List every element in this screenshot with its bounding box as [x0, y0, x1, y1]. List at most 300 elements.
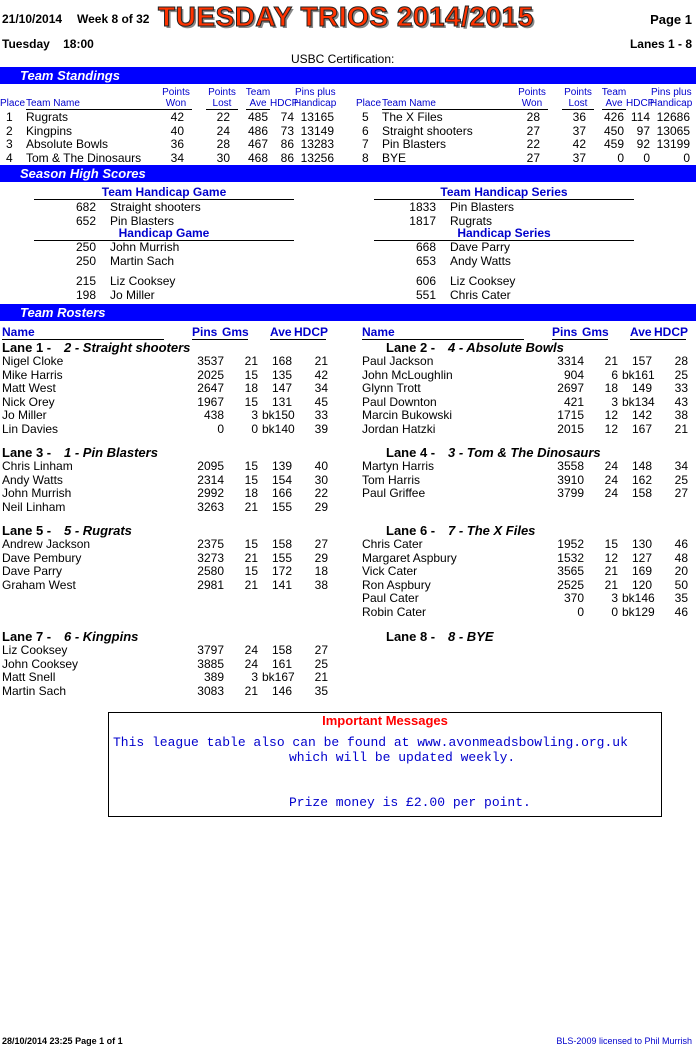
- player-average: 169: [631, 564, 652, 578]
- page-number: Page 1: [650, 12, 692, 27]
- standing-place: 6: [362, 123, 369, 138]
- player-handicap: 45: [314, 394, 328, 409]
- player-average: 130: [631, 537, 652, 551]
- lane-team-name: 2 - Straight shooters: [64, 340, 191, 355]
- roster-row: [0, 551, 340, 565]
- roster-header-pins-underline: [192, 339, 248, 340]
- roster-header-ave-underline: [630, 339, 686, 340]
- player-average: 146: [271, 683, 292, 698]
- player-name: Matt Snell: [2, 670, 56, 684]
- player-handicap: 39: [314, 421, 328, 436]
- standing-team-ave: 485: [247, 110, 268, 124]
- player-name: Graham West: [2, 577, 76, 592]
- scratch-series-name: Chris Cater: [450, 287, 511, 302]
- player-pins: 3885: [197, 656, 224, 671]
- lane-team-name: 4 - Absolute Bowls: [448, 340, 564, 355]
- col-header-team-name: Team Name: [26, 98, 160, 110]
- player-pins: 0: [577, 604, 584, 619]
- player-name: Jo Miller: [2, 408, 47, 422]
- standing-team-ave: 486: [247, 123, 268, 138]
- player-games: 21: [244, 683, 258, 698]
- standing-team-ave: 0: [617, 150, 624, 165]
- player-average: 154: [271, 472, 292, 487]
- day-time: Tuesday 18:00: [2, 37, 94, 51]
- player-name: Andrew Jackson: [2, 537, 91, 551]
- standing-points-lost: 42: [572, 137, 586, 151]
- col-header-pins-plus-2: Handicap: [294, 98, 337, 109]
- roster-row: [0, 578, 340, 592]
- player-name: John Murrish: [2, 486, 72, 500]
- standing-points-won: 27: [526, 123, 540, 138]
- col-header-points-won-2: Won: [160, 98, 192, 110]
- standing-team-name: Absolute Bowls: [26, 137, 109, 151]
- lane-label: Lane 8 -: [386, 629, 436, 644]
- standing-place: 3: [6, 137, 13, 151]
- team-handicap-series-title: Team Handicap Series: [440, 185, 568, 199]
- roster-header-name: Name: [362, 325, 395, 339]
- lane-team-name: 8 - BYE: [448, 629, 494, 644]
- player-name: Nick Orey: [2, 394, 55, 409]
- standing-team-name: Pin Blasters: [382, 137, 447, 151]
- col-header-place: Place: [0, 98, 26, 109]
- team-handicap-game-title: Team Handicap Game: [101, 185, 227, 199]
- player-games: 18: [244, 381, 258, 395]
- scratch-series-score: 606: [415, 274, 436, 288]
- roster-row: [0, 657, 340, 671]
- lane-team-name: 6 - Kingpins: [64, 629, 139, 644]
- player-games: 3: [611, 394, 618, 409]
- roster-row: [360, 408, 696, 422]
- scratch-series-name: Liz Cooksey: [450, 274, 516, 288]
- roster-header-name: Name: [2, 325, 35, 339]
- roster-row: [0, 564, 340, 578]
- standing-points-lost: 36: [572, 110, 586, 124]
- player-name: Chris Linham: [2, 459, 73, 473]
- player-average: 127: [631, 550, 652, 565]
- player-games: 24: [604, 472, 618, 487]
- standing-pins-plus-hdcp: 13256: [300, 150, 334, 165]
- handicap-series-score: 668: [415, 240, 436, 254]
- lane-team-name: 3 - Tom & The Dinosaurs: [448, 445, 601, 460]
- player-handicap: 21: [314, 354, 328, 368]
- player-handicap: 50: [674, 577, 688, 592]
- handicap-game-name: John Murrish: [110, 240, 180, 254]
- handicap-game-score: 250: [75, 240, 96, 254]
- player-handicap: 33: [314, 408, 328, 422]
- player-games: 12: [604, 550, 618, 565]
- player-handicap: 21: [314, 670, 328, 684]
- standing-place: 7: [362, 137, 369, 151]
- roster-row: [360, 486, 696, 500]
- roster-header-pins: Pins: [552, 325, 578, 339]
- roster-row: [360, 422, 696, 436]
- player-pins: 3910: [557, 472, 584, 487]
- standing-points-lost: 37: [572, 123, 586, 138]
- player-games: 15: [244, 459, 258, 473]
- handicap-game-name: Martin Sach: [110, 253, 175, 268]
- player-name: Glynn Trott: [362, 381, 421, 395]
- player-name: John Cooksey: [2, 656, 79, 671]
- player-name: Paul Downton: [362, 394, 437, 409]
- roster-row: [360, 473, 696, 487]
- standings-row: [356, 124, 696, 138]
- player-handicap: 40: [314, 459, 328, 473]
- col-header-points-won-1: Points: [162, 87, 190, 98]
- col-header-points-lost-2: Lost: [562, 98, 594, 110]
- col-header-team-name: Team Name: [382, 98, 516, 110]
- col-header-points-lost-2: Lost: [206, 98, 238, 110]
- player-pins: 421: [563, 394, 584, 409]
- player-handicap: 38: [674, 408, 688, 422]
- player-handicap: 27: [314, 537, 328, 551]
- player-pins: 2314: [197, 472, 224, 487]
- roster-row: [0, 395, 340, 409]
- standing-team-name: Tom & The Dinosaurs: [26, 150, 142, 165]
- standing-points-lost: 37: [572, 150, 586, 165]
- player-name: Mike Harris: [2, 367, 63, 382]
- player-average: 158: [271, 643, 292, 657]
- footer-license: BLS-2009 licensed to Phil Murrish: [556, 1036, 692, 1046]
- col-header-hdcp: HDCP: [626, 98, 655, 109]
- roster-row: [360, 354, 696, 368]
- message-line-2: which will be updated weekly.: [289, 750, 516, 765]
- standing-pins-plus-hdcp: 13165: [300, 110, 334, 124]
- roster-row: [360, 537, 696, 551]
- player-pins: 1532: [557, 550, 584, 565]
- standing-points-won: 28: [526, 110, 540, 124]
- roster-row: [360, 395, 696, 409]
- player-name: Chris Cater: [362, 537, 423, 551]
- player-average: 148: [631, 459, 652, 473]
- lane-label: Lane 7 -: [2, 629, 52, 644]
- standing-team-ave: 468: [247, 150, 268, 165]
- player-games: 15: [244, 472, 258, 487]
- team-handicap-series-score: 1833: [409, 200, 436, 214]
- player-games: 21: [244, 499, 258, 514]
- standing-team-ave: 467: [247, 137, 268, 151]
- player-average: bk150: [262, 408, 295, 422]
- roster-header-gms: Gms: [582, 325, 609, 339]
- roster-row: [360, 591, 696, 605]
- roster-header-ave: Ave: [630, 325, 652, 339]
- standing-pins-plus-hdcp: 13149: [300, 123, 334, 138]
- player-pins: 3263: [197, 499, 224, 514]
- player-pins: 2015: [557, 421, 584, 436]
- player-pins: 1715: [557, 408, 584, 422]
- col-header-team-ave-2: Ave: [602, 98, 626, 110]
- standing-team-name: BYE: [382, 150, 407, 165]
- player-games: 0: [611, 604, 618, 619]
- player-name: Liz Cooksey: [2, 643, 68, 657]
- player-average: bk140: [262, 421, 295, 436]
- player-games: 0: [251, 421, 258, 436]
- player-pins: 1967: [197, 394, 224, 409]
- player-games: 15: [244, 537, 258, 551]
- player-handicap: 18: [314, 564, 328, 578]
- player-average: 120: [631, 577, 652, 592]
- roster-header-ave-underline: [270, 339, 326, 340]
- roster-row: [360, 551, 696, 565]
- player-handicap: 25: [314, 656, 328, 671]
- player-average: 162: [631, 472, 652, 487]
- standing-team-ave: 450: [603, 123, 624, 138]
- player-average: 131: [271, 394, 292, 409]
- player-games: 12: [604, 408, 618, 422]
- player-pins: 370: [563, 591, 584, 605]
- roster-row: [0, 486, 340, 500]
- player-average: bk129: [622, 604, 655, 619]
- player-pins: 3565: [557, 564, 584, 578]
- handicap-series-name: Andy Watts: [450, 253, 511, 268]
- scratch-game-score: 198: [75, 287, 96, 302]
- handicap-series-score: 653: [415, 253, 436, 268]
- roster-row: [0, 459, 340, 473]
- player-average: bk167: [262, 670, 295, 684]
- player-games: 3: [251, 408, 258, 422]
- roster-row: [360, 564, 696, 578]
- standing-points-won: 22: [526, 137, 540, 151]
- roster-header-pins: Pins: [192, 325, 218, 339]
- handicap-game-title: Handicap Game: [118, 226, 210, 240]
- col-header-team-ave-2: Ave: [246, 98, 270, 110]
- player-games: 21: [604, 354, 618, 368]
- player-games: 24: [244, 643, 258, 657]
- standing-points-won: 36: [170, 137, 184, 151]
- player-games: 3: [251, 670, 258, 684]
- player-name: Nigel Cloke: [2, 354, 64, 368]
- roster-header-gms: Gms: [222, 325, 249, 339]
- roster-row: [0, 381, 340, 395]
- player-pins: 3558: [557, 459, 584, 473]
- player-pins: 904: [563, 367, 584, 382]
- team-handicap-series-name: Rugrats: [450, 213, 493, 228]
- standing-team-ave: 426: [603, 110, 624, 124]
- player-games: 18: [244, 486, 258, 500]
- standing-pins-plus-hdcp: 13283: [300, 137, 334, 151]
- handicap-game-score: 250: [75, 253, 96, 268]
- player-pins: 1952: [557, 537, 584, 551]
- roster-row: [0, 670, 340, 684]
- player-handicap: 35: [674, 591, 688, 605]
- player-average: 139: [271, 459, 292, 473]
- player-average: bk134: [622, 394, 655, 409]
- roster-row: [0, 422, 340, 436]
- player-pins: 2580: [197, 564, 224, 578]
- player-games: 24: [244, 656, 258, 671]
- roster-row: [0, 643, 340, 657]
- lane-team-name: 5 - Rugrats: [64, 523, 132, 538]
- player-pins: 3797: [197, 643, 224, 657]
- player-name: Vick Cater: [362, 564, 418, 578]
- player-games: 12: [604, 421, 618, 436]
- player-handicap: 33: [674, 381, 688, 395]
- player-pins: 3537: [197, 354, 224, 368]
- player-games: 24: [604, 459, 618, 473]
- standing-hdcp: 86: [280, 150, 294, 165]
- player-handicap: 25: [674, 367, 688, 382]
- certification: USBC Certification:: [291, 52, 395, 66]
- player-name: Paul Griffee: [362, 486, 426, 500]
- player-pins: 2992: [197, 486, 224, 500]
- player-games: 15: [604, 537, 618, 551]
- roster-header-hdcp: HDCP: [294, 325, 329, 339]
- player-average: 158: [631, 486, 652, 500]
- handicap-series-title: Handicap Series: [457, 226, 551, 240]
- standing-points-lost: 28: [216, 137, 230, 151]
- player-games: 21: [244, 550, 258, 565]
- player-games: 24: [604, 486, 618, 500]
- lane-label: Lane 4 -: [386, 445, 436, 460]
- player-games: 21: [244, 354, 258, 368]
- standing-points-lost: 24: [216, 123, 230, 138]
- player-average: bk146: [622, 591, 655, 605]
- player-name: Dave Pembury: [2, 550, 82, 565]
- standing-place: 4: [6, 150, 13, 165]
- player-pins: 2647: [197, 381, 224, 395]
- player-average: bk161: [622, 367, 655, 382]
- player-pins: 3273: [197, 550, 224, 565]
- player-handicap: 38: [314, 577, 328, 592]
- standing-pins-plus-hdcp: 12686: [656, 110, 690, 124]
- player-name: John McLoughlin: [362, 367, 453, 382]
- player-name: Jordan Hatzki: [362, 421, 436, 436]
- roster-row: [0, 354, 340, 368]
- player-handicap: 28: [674, 354, 688, 368]
- player-average: 157: [631, 354, 652, 368]
- standing-points-lost: 30: [216, 150, 230, 165]
- standing-hdcp: 86: [280, 137, 294, 151]
- standing-hdcp: 73: [280, 123, 294, 138]
- standing-place: 8: [362, 150, 369, 165]
- standing-points-won: 40: [170, 123, 184, 138]
- player-games: 15: [244, 394, 258, 409]
- roster-row: [0, 408, 340, 422]
- col-header-place: Place: [356, 98, 382, 109]
- lane-label: Lane 2 -: [386, 340, 436, 355]
- lane-team-name: 7 - The X Files: [448, 523, 536, 538]
- player-name: Paul Jackson: [362, 354, 434, 368]
- player-games: 21: [244, 577, 258, 592]
- roster-row: [0, 537, 340, 551]
- player-name: Andy Watts: [2, 472, 63, 487]
- player-pins: 389: [203, 670, 224, 684]
- player-pins: 3314: [557, 354, 584, 368]
- scratch-game-name: Liz Cooksey: [110, 274, 176, 288]
- player-average: 149: [631, 381, 652, 395]
- player-average: 147: [271, 381, 292, 395]
- team-handicap-game-score: 652: [75, 213, 96, 228]
- player-name: Lin Davies: [2, 421, 59, 436]
- scratch-series-score: 551: [415, 287, 436, 302]
- standing-team-ave: 459: [603, 137, 624, 151]
- standings-row: [356, 137, 696, 151]
- standing-points-lost: 22: [216, 110, 230, 124]
- col-header-points-lost-1: Points: [564, 87, 592, 98]
- lane-label: Lane 6 -: [386, 523, 436, 538]
- standing-points-won: 34: [170, 150, 184, 165]
- standing-hdcp: 114: [630, 110, 650, 124]
- player-handicap: 30: [314, 472, 328, 487]
- player-name: Martyn Harris: [362, 459, 435, 473]
- player-handicap: 46: [674, 537, 688, 551]
- standings-row: [0, 137, 340, 151]
- lane-team-name: 1 - Pin Blasters: [64, 445, 158, 460]
- player-name: Neil Linham: [2, 499, 66, 514]
- player-pins: 0: [217, 421, 224, 436]
- col-header-points-won-2: Won: [516, 98, 548, 110]
- team-handicap-series-score: 1817: [409, 213, 436, 228]
- scratch-game-name: Jo Miller: [110, 287, 155, 302]
- messages-title: Important Messages: [322, 713, 448, 728]
- player-name: Tom Harris: [362, 472, 421, 487]
- print-date: 21/10/2014: [2, 12, 63, 26]
- col-header-hdcp: HDCP: [270, 98, 299, 109]
- player-average: 158: [271, 537, 292, 551]
- player-handicap: 25: [674, 472, 688, 487]
- player-name: Matt West: [2, 381, 56, 395]
- scratch-game-score: 215: [75, 274, 96, 288]
- player-average: 155: [271, 550, 292, 565]
- roster-row: [0, 500, 340, 514]
- team-handicap-game-score: 682: [75, 200, 96, 214]
- player-handicap: 27: [314, 643, 328, 657]
- player-handicap: 27: [674, 486, 688, 500]
- player-name: Robin Cater: [362, 604, 427, 619]
- roster-row: [360, 605, 696, 619]
- important-messages-box: [108, 712, 662, 817]
- col-header-pins-plus-1: Pins plus: [651, 87, 692, 98]
- player-games: 15: [244, 367, 258, 382]
- standing-hdcp: 0: [643, 150, 650, 165]
- player-average: 172: [271, 564, 292, 578]
- player-handicap: 21: [674, 421, 688, 436]
- standing-place: 5: [362, 110, 369, 124]
- message-line-1: This league table also can be found at www.avonmeadsbowling.org.uk: [113, 735, 628, 750]
- team-handicap-game-name: Straight shooters: [110, 200, 201, 214]
- player-handicap: 34: [674, 459, 688, 473]
- player-pins: 3083: [197, 683, 224, 698]
- standings-row: [356, 110, 696, 124]
- player-pins: 2025: [197, 367, 224, 382]
- roster-row: [0, 368, 340, 382]
- footer-timestamp: 28/10/2014 23:25 Page 1 of 1: [2, 1036, 123, 1046]
- player-pins: 2981: [197, 577, 224, 592]
- standing-pins-plus-hdcp: 0: [683, 150, 690, 165]
- handicap-series-name: Dave Parry: [450, 240, 511, 254]
- player-games: 15: [244, 564, 258, 578]
- col-header-points-lost-1: Points: [208, 87, 236, 98]
- player-name: Paul Cater: [362, 591, 419, 605]
- team-standings-bar: Team Standings: [0, 67, 696, 84]
- roster-header-ave: Ave: [270, 325, 292, 339]
- standing-place: 1: [6, 110, 13, 124]
- col-header-team-ave-1: Team: [245, 87, 271, 98]
- team-handicap-game-name: Pin Blasters: [110, 213, 175, 228]
- standing-hdcp: 92: [636, 137, 650, 151]
- player-pins: 2095: [197, 459, 224, 473]
- player-games: 21: [604, 564, 618, 578]
- standings-row: [0, 151, 340, 165]
- roster-row: [0, 684, 340, 698]
- player-average: 166: [271, 486, 292, 500]
- player-handicap: 34: [314, 381, 328, 395]
- standing-points-won: 27: [526, 150, 540, 165]
- roster-row: [360, 578, 696, 592]
- standing-team-name: Kingpins: [26, 123, 73, 138]
- lanes-label: Lanes 1 - 8: [629, 37, 692, 51]
- player-average: 142: [631, 408, 652, 422]
- player-pins: 2375: [197, 537, 224, 551]
